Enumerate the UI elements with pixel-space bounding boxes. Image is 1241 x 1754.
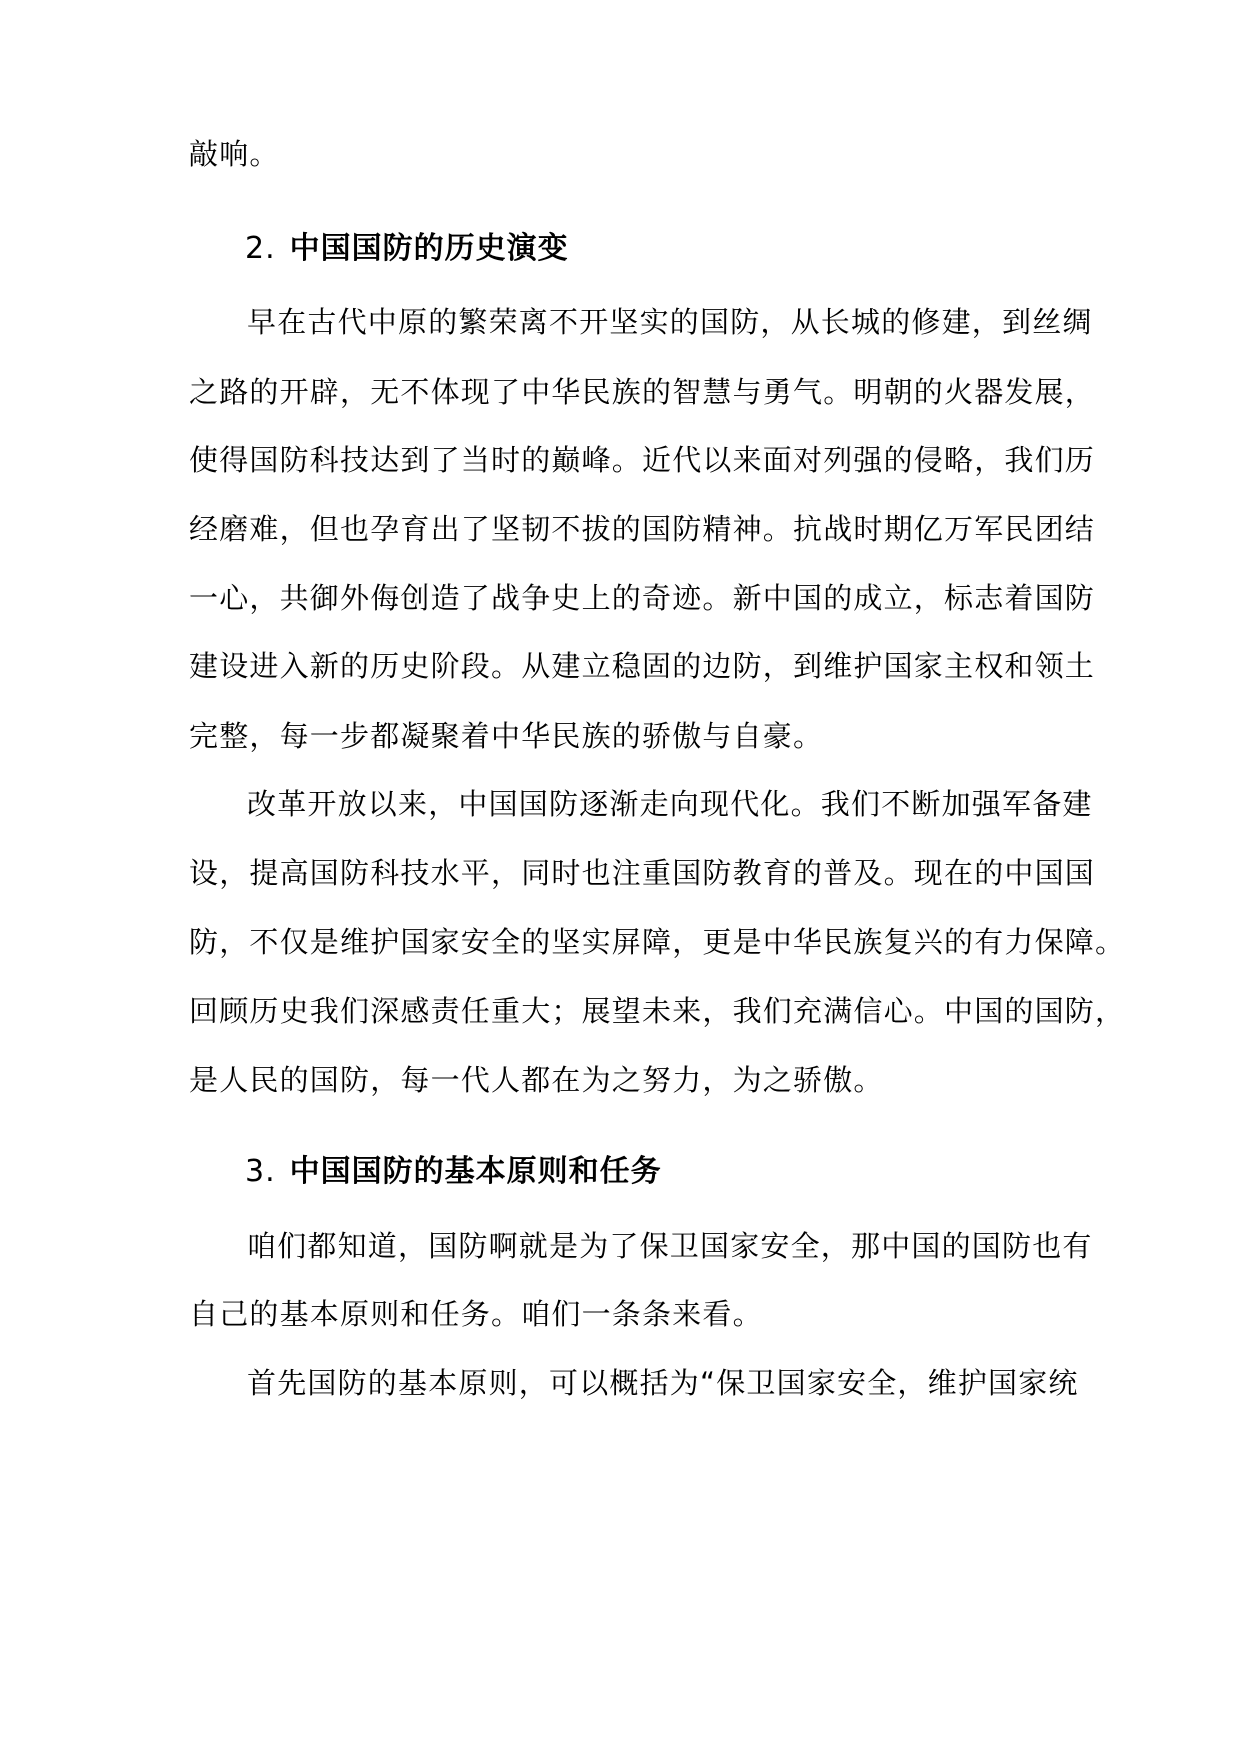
paragraph-line: 首先国防的基本原则，可以概括为“保卫国家安全，维护国家统 [247, 1366, 1079, 1400]
section-number: 2. [245, 231, 276, 266]
paragraph-line: 之路的开辟，无不体现了中华民族的智慧与勇气。明朝的火器发展， [189, 375, 1096, 409]
paragraph-line: 早在古代中原的繁荣离不开坚实的国防，从长城的修建，到丝绸 [247, 305, 1093, 339]
paragraph-line: 回顾历史我们深感责任重大；展望未来，我们充满信心。中国的国防， [189, 994, 1126, 1028]
paragraph-line: 防，不仅是维护国家安全的坚实屏障，更是中华民族复兴的有力保障。 [189, 925, 1126, 959]
paragraph-line: 经磨难，但也孕育出了坚韧不拔的国防精神。抗战时期亿万军民团结 [189, 512, 1096, 546]
section-number: 3. [245, 1154, 276, 1189]
section-heading-3 [245, 1152, 662, 1192]
paragraph-line: 设，提高国防科技水平，同时也注重国防教育的普及。现在的中国国 [189, 856, 1096, 890]
section-title: 中国国防的基本原则和任务 [289, 1154, 662, 1189]
paragraph-line: 完整，每一步都凝聚着中华民族的骄傲与自豪。 [189, 719, 824, 753]
paragraph-line: 咱们都知道，国防啊就是为了保卫国家安全，那中国的国防也有 [247, 1229, 1093, 1263]
paragraph-line: 是人民的国防，每一代人都在为之努力，为之骄傲。 [189, 1063, 884, 1097]
section-title: 中国国防的历史演变 [289, 231, 569, 266]
paragraph-line: 一心，共御外侮创造了战争史上的奇迹。新中国的成立，标志着国防 [189, 581, 1096, 615]
paragraph-line: 建设进入新的历史阶段。从建立稳固的边防，到维护国家主权和领土 [189, 649, 1096, 683]
paragraph-line: 敲响。 [189, 137, 280, 171]
paragraph-line: 改革开放以来，中国国防逐渐走向现代化。我们不断加强军备建 [247, 787, 1093, 821]
paragraph-line: 自己的基本原则和任务。咱们一条条来看。 [189, 1297, 763, 1331]
paragraph-line: 使得国防科技达到了当时的巅峰。近代以来面对列强的侵略，我们历 [189, 443, 1096, 477]
section-heading-2 [245, 229, 569, 269]
